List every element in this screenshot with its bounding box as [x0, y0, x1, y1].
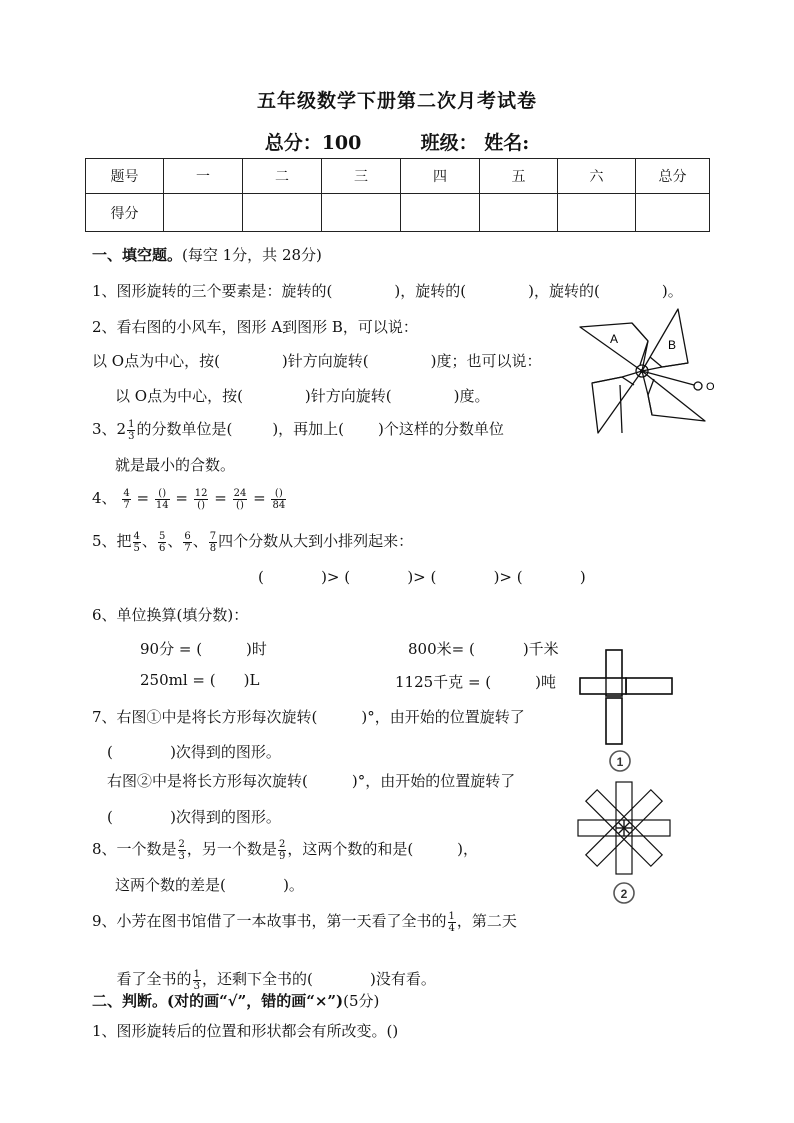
question-1 [92, 280, 683, 301]
fraction-numerator: 24 [233, 487, 247, 499]
separator: 、 [167, 532, 183, 550]
fraction-numerator: () [155, 488, 170, 500]
q1-text-d: )。 [661, 282, 683, 300]
fraction [278, 839, 286, 862]
q7-text: 7、右图①中是将长方形每次旋转( [92, 708, 318, 726]
fraction-denominator: 84 [272, 499, 286, 511]
rotation-figure-1 [576, 648, 676, 774]
question-8-line1 [92, 838, 478, 862]
q6-text: )千米 [522, 640, 559, 658]
q9-text: 看了全书的 [116, 970, 192, 988]
question-3-line1 [92, 418, 504, 442]
fraction [271, 488, 286, 511]
total-score: 总分：100 [264, 132, 362, 154]
fraction-numerator: 4 [123, 487, 130, 499]
score-cell[interactable] [558, 194, 636, 232]
q7-text: )°，由开始的位置旋转了 [351, 772, 516, 790]
table-header-cell: 题号 [86, 159, 164, 194]
pinwheel-figure [570, 305, 720, 440]
q9-text: 9、小芳在图书馆借了一本故事书，第一天看了全书的 [92, 912, 447, 930]
question-5 [92, 530, 413, 554]
fraction-numerator: 1 [193, 968, 200, 980]
page-subtitle [0, 128, 794, 155]
section2-note: (5分) [343, 992, 380, 1010]
q2-text: 以 O点为中心，按( [115, 387, 243, 405]
fraction-numerator: 1 [128, 418, 135, 430]
q6-text: 90分 = ( [140, 640, 203, 658]
table-header-cell: 二 [243, 159, 322, 194]
fraction-denominator: 8 [209, 542, 217, 554]
fraction-denominator: 14 [155, 499, 169, 511]
fraction-numerator: 6 [184, 530, 191, 542]
q6-text: 1125千克 = ( [395, 673, 492, 691]
question-6-c [140, 671, 259, 689]
table-header-cell: 三 [322, 159, 401, 194]
question-2-line3 [115, 385, 490, 406]
equals-sign: = [175, 489, 188, 507]
question-9-line2 [107, 950, 436, 992]
question-6-title: 6、单位换算(填分数)： [92, 606, 249, 624]
q6-text: )吨 [535, 673, 556, 691]
fraction-denominator: () [236, 499, 244, 511]
section2-title: 二、判断。(对的画“√”，错的画“×”) [92, 992, 344, 1010]
score-cell[interactable] [636, 194, 710, 232]
q2-text: )针方向旋转( [304, 387, 392, 405]
q2-text: )度；也可以说： [430, 352, 542, 370]
score-cell[interactable] [480, 194, 558, 232]
table-header-row [86, 159, 710, 194]
question-6-d [395, 671, 556, 692]
point-o-label: O [706, 381, 715, 393]
separator: 、 [192, 532, 208, 550]
section2-heading [92, 990, 379, 1011]
question-7-line1 [92, 706, 525, 727]
q5-text: 5、把 [92, 532, 132, 550]
fraction-denominator: 7 [123, 499, 130, 511]
fraction [178, 839, 186, 862]
q6-text: 250ml = ( [140, 671, 216, 689]
question-5-order: ( )> ( )> ( )> ( ) [258, 568, 586, 586]
q8-text: )， [457, 840, 479, 858]
q3-text: 3、2 [92, 420, 127, 438]
fraction-numerator: 4 [133, 530, 140, 542]
q1-text-b: )，旋转的( [394, 282, 467, 300]
table-score-row [86, 194, 710, 232]
name-field: 姓名: [484, 132, 530, 154]
table-header-cell: 五 [480, 159, 558, 194]
question-7-line4: ( )次得到的图形。 [107, 808, 281, 826]
question-7-line3 [107, 770, 515, 791]
fraction-denominator: 7 [184, 542, 191, 554]
fraction-numerator: 7 [209, 530, 217, 542]
fraction [448, 911, 456, 934]
question-8-line2: 这两个数的差是( )。 [115, 876, 304, 894]
q6-text: )L [243, 671, 260, 689]
question-4 [92, 487, 287, 511]
q3-text: 的分数单位是( [136, 420, 233, 438]
fraction [233, 488, 248, 511]
fraction-numerator: 2 [178, 838, 185, 850]
fraction-numerator: 1 [448, 910, 455, 922]
q9-text: ，第二天 [456, 912, 517, 930]
page-title: 五年级数学下册第二次月考试卷 [256, 90, 537, 112]
fraction [194, 488, 209, 511]
fraction-numerator: () [271, 488, 286, 500]
question-6-a [140, 638, 267, 659]
equals-sign: = [136, 489, 150, 507]
q2-text: 以 O点为中心，按( [92, 352, 220, 370]
equals-sign: = [253, 489, 266, 507]
fraction [127, 419, 135, 442]
score-table [85, 158, 710, 232]
q6-text: 800米= ( [408, 640, 475, 658]
fraction [183, 531, 191, 554]
q2-text: )针方向旋转( [281, 352, 369, 370]
q1-text-a: 1、图形旋转的三个要素是：旋转的( [92, 282, 333, 300]
table-header-cell: 六 [558, 159, 636, 194]
score-cell[interactable] [401, 194, 480, 232]
q8-text: ，另一个数是 [186, 840, 277, 858]
q8-text: ，这两个数的和是( [287, 840, 414, 858]
section1-title: 一、填空题。 [92, 246, 183, 264]
question-2-line1: 2、看右图的小风车，图形 A到图形 B，可以说： [92, 318, 418, 336]
fraction [122, 488, 130, 511]
score-cell[interactable] [243, 194, 322, 232]
table-row-label: 得分 [86, 194, 164, 232]
judgement-1: 1、图形旋转后的位置和形状都会有所改变。() [92, 1022, 399, 1040]
rotation-figure-2 [576, 776, 676, 906]
fraction-denominator: 9 [278, 850, 286, 862]
q7-text: 右图②中是将长方形每次旋转( [107, 772, 308, 790]
q9-text: ，还剩下全书的( )没有看。 [201, 970, 436, 988]
fraction-denominator: 6 [158, 542, 166, 554]
table-header-cell: 总分 [636, 159, 710, 194]
separator: 、 [141, 532, 157, 550]
q7-text: )°，由开始的位置旋转了 [361, 708, 525, 726]
blade-a-label: A [610, 332, 619, 346]
blade-b-label: B [668, 338, 677, 352]
fraction-denominator: 5 [133, 542, 140, 554]
fraction-denominator: () [197, 499, 205, 511]
figure-1-label: 1 [616, 755, 624, 769]
fraction-denominator: 3 [178, 850, 185, 862]
question-6-b [408, 638, 559, 659]
question-3-line2: 就是最小的合数。 [115, 456, 236, 474]
fraction [193, 969, 201, 992]
q4-text: 4、 [92, 489, 117, 507]
q6-text: )时 [246, 640, 267, 658]
q1-text-c: )，旋转的( [528, 282, 600, 300]
fraction-numerator: 5 [158, 530, 166, 542]
section1-heading [92, 244, 322, 265]
score-cell[interactable] [164, 194, 243, 232]
question-2-line2 [92, 350, 542, 371]
fraction-denominator: 3 [193, 980, 200, 992]
fraction [209, 531, 217, 554]
figure-2-label: 2 [620, 887, 628, 901]
q3-text: )，再加上( [272, 420, 345, 438]
fraction [133, 531, 141, 554]
score-cell[interactable] [322, 194, 401, 232]
table-header-cell: 一 [164, 159, 243, 194]
fraction-denominator: 4 [448, 922, 455, 934]
equals-sign: = [214, 489, 227, 507]
q5-text: 四个分数从大到小排列起来： [218, 532, 414, 550]
section1-note: (每空 1分，共 28分) [182, 246, 322, 264]
fraction-numerator: 2 [278, 838, 286, 850]
question-9-line1 [92, 910, 517, 934]
fraction-numerator: 12 [194, 487, 208, 499]
q2-text: )度。 [453, 387, 490, 405]
q3-text: )个这样的分数单位 [378, 420, 504, 438]
fraction [155, 488, 170, 511]
fraction [158, 531, 166, 554]
class-field: 班级： [420, 132, 478, 154]
q8-text: 8、一个数是 [92, 840, 177, 858]
table-header-cell: 四 [401, 159, 480, 194]
fraction-denominator: 3 [128, 430, 135, 442]
question-7-line2: ( )次得到的图形。 [107, 743, 281, 761]
